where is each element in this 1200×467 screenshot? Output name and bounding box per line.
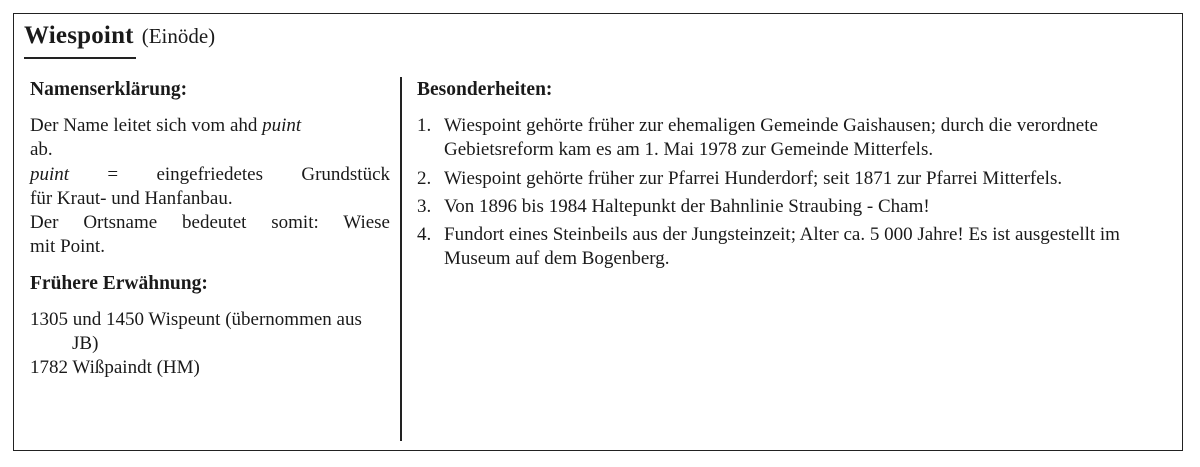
name-line — [30, 235, 390, 259]
list-item-number: 4. — [417, 224, 432, 246]
name-line — [30, 138, 390, 162]
list-item — [417, 195, 1177, 219]
list-item-text: Fundort eines Steinbeils aus der Jungsteinzeit; Alter ca. 5 000 Jahre! Es ist ausgestellt im Museum auf dem Bogenberg. — [444, 224, 1120, 270]
list-item-text: Wiespoint gehörte früher zur ehemaligen Gemeinde Gaishausen; durch die verordnete Gebietsreform kam es am 1. Mai 1978 zur Gemeinde Mitterfels. — [444, 115, 1098, 161]
name-line-pre: Der Ortsname bedeutet somit: Wiese — [30, 212, 390, 234]
list-item-number: 3. — [417, 195, 432, 217]
list-item-text: Wiespoint gehörte früher zur Pfarrei Hunderdorf; seit 1871 zur Pfarrei Mitterfels. — [444, 167, 1063, 189]
list-item — [417, 114, 1177, 163]
name-line — [30, 211, 390, 235]
place-name: Wiespoint — [24, 22, 134, 49]
name-line — [30, 114, 390, 138]
mention-entry: 1305 und 1450 Wispeunt (übernommen aus JB) — [30, 308, 362, 355]
name-explanation-text — [30, 114, 390, 260]
place-type: (Einöde) — [141, 24, 216, 48]
name-line — [30, 187, 390, 211]
info-box — [13, 13, 1183, 451]
title-underline — [24, 57, 136, 59]
special-features-list — [417, 114, 1177, 272]
list-item — [417, 223, 1177, 272]
name-line-pre: für Kraut- und Hanfanbau. — [30, 187, 233, 209]
name-line-pre: mit Point. — [30, 236, 105, 258]
place-title — [24, 22, 215, 50]
left-column — [30, 78, 390, 381]
special-features-heading: Besonderheiten: — [417, 79, 553, 100]
name-line-em: puint — [262, 115, 302, 136]
list-item-number: 2. — [417, 167, 432, 189]
name-line-em: puint — [30, 163, 70, 185]
right-column — [417, 78, 1177, 276]
name-line-pre: ab. — [30, 139, 53, 161]
list-item-text: Von 1896 bis 1984 Haltepunkt der Bahnlinie Straubing - Cham! — [444, 195, 930, 217]
earlier-mention-heading: Frühere Erwähnung: — [30, 272, 208, 294]
name-line — [30, 163, 390, 187]
name-explanation-heading: Namenserklärung: — [30, 79, 188, 100]
mention-entry: 1782 Wißpaindt (HM) — [30, 357, 200, 379]
list-item — [417, 167, 1177, 191]
list-item-number: 1. — [417, 115, 432, 136]
name-line-pre: Der Name leitet sich vom ahd — [30, 115, 263, 136]
column-divider — [400, 77, 402, 441]
name-line-post: = eingefriedetes Grundstück — [69, 163, 390, 185]
